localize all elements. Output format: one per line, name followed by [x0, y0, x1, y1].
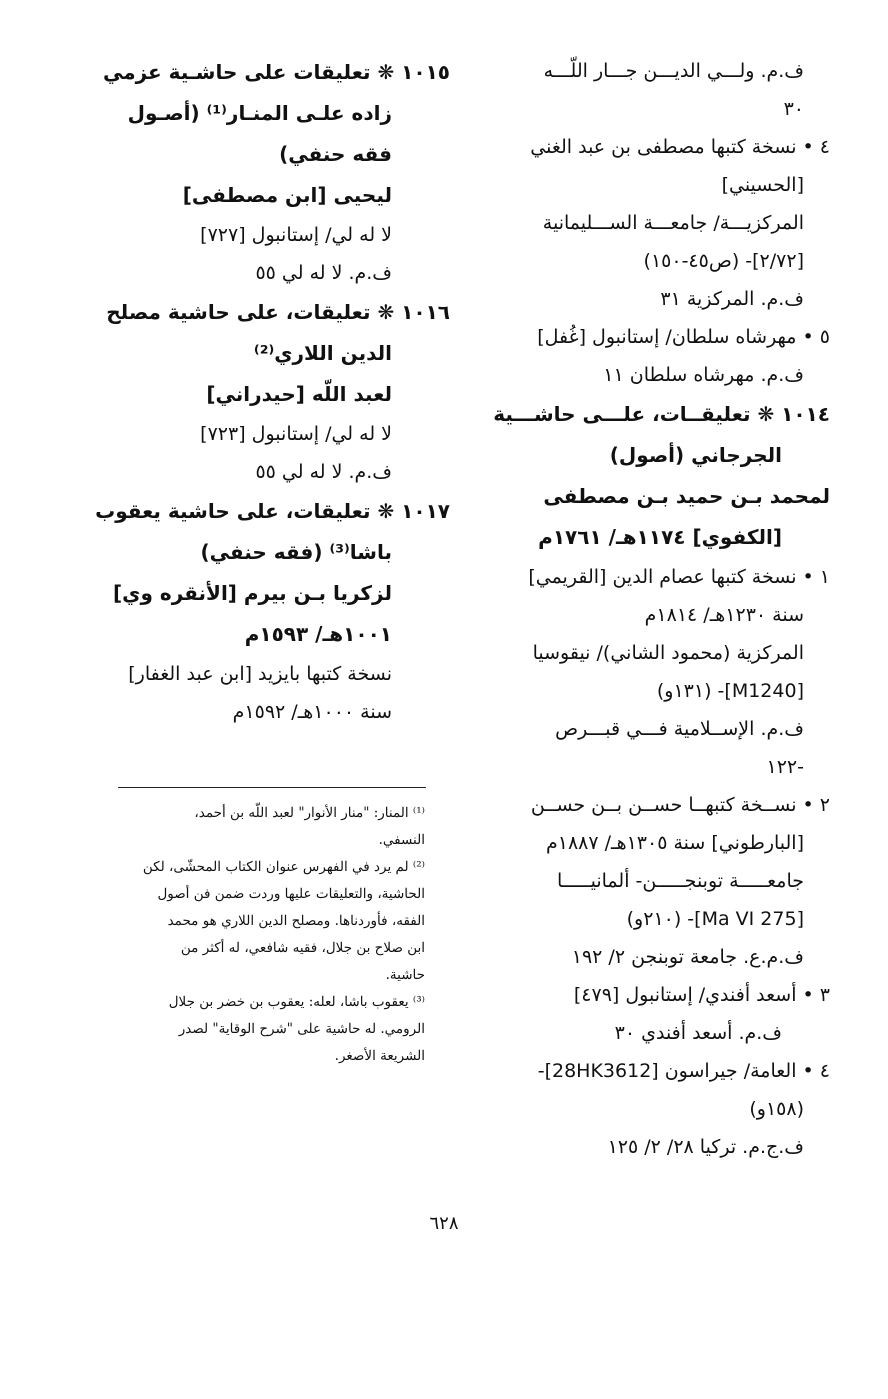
right-column-line: ٢ • نســخة كتبهــا حســن بــن حســن — [530, 794, 830, 816]
right-column-line: ٤ • العامة/ جيراسون [28HK3612]- — [537, 1060, 830, 1082]
left-column-line: لا له لي/ إستانبول [٧٢٣] — [200, 423, 392, 445]
right-column-line: جامعـــــة توبنجـــــن- ألمانيـــــا — [557, 870, 804, 892]
left-column-line: فقه حنفي) — [279, 142, 392, 166]
right-column-line: ف.م. أسعد أفندي ٣٠ — [614, 1022, 782, 1044]
left-column-line: ف.م. لا له لي ٥٥ — [255, 461, 392, 483]
footnote-line: ابن صلاح بن جلال، فقيه شافعي، له أكثر من — [180, 940, 425, 956]
right-column-line: ف.م. مهرشاه سلطان ١١ — [603, 364, 804, 386]
right-column-line: الجرجاني (أصول) — [609, 443, 782, 467]
right-column-line: -١٢٢ — [766, 756, 804, 778]
right-column-line: المركزية (محمود الشاني)/ نيقوسيا — [532, 642, 804, 664]
left-column — [95, 52, 450, 731]
footnote-line: الفقه، فأوردناها. ومصلح الدين اللاري هو محمد — [167, 913, 425, 929]
footnote-line: الحاشية، والتعليقات عليها وردت ضمن فن أصول — [157, 886, 425, 902]
right-column-line: ٤ • نسخة كتبها مصطفى بن عبد الغني — [530, 136, 830, 158]
left-column-line: سنة ١٠٠٠هـ/ ١٥٩٢م — [232, 701, 392, 723]
left-column-line: لعبد اللّه [حيدراني] — [206, 382, 392, 406]
footnotes — [95, 800, 425, 1070]
footnote-line: الرومي. له حاشية على "شرح الوقاية" لصدر — [178, 1021, 425, 1037]
right-column-line: [الحسيني] — [721, 174, 804, 196]
left-column-line: ١٠٠١هـ/ ١٥٩٣م — [244, 622, 392, 646]
left-column-line: ١٠١٥ ❋ تعليقات على حاشـية عزمي — [102, 60, 450, 84]
right-column-line: المركزيـــة/ جامعـــة الســـليمانية — [542, 212, 804, 234]
right-column-line: سنة ١٢٣٠هـ/ ١٨١٤م — [644, 604, 804, 626]
footnote-line: ⁽³⁾ يعقوب باشا، لعله: يعقوب بن خضر بن جلال — [168, 994, 425, 1010]
right-column-line: ف.ج.م. تركيا ٢٨/ ٢/ ١٢٥ — [607, 1136, 804, 1158]
right-column-line: ١٠١٤ ❋ تعليقــات، علـــى حاشـــية — [493, 402, 830, 426]
right-column-line: ١ • نسخة كتبها عصام الدين [القريمي] — [528, 566, 830, 588]
right-column-line: ف.م. المركزية ٣١ — [660, 288, 804, 310]
right-column-line: ف.م. الإســلامية فـــي قبـــرص — [555, 718, 804, 740]
right-column-line: ٣٠ — [783, 98, 804, 120]
footnote-line: ⁽²⁾ لم يرد في الفهرس عنوان الكتاب المحشّى، لكن — [142, 859, 425, 875]
right-column — [470, 52, 830, 1166]
right-column-line: ٣ • أسعد أفندي/ إستانبول [٤٧٩] — [573, 984, 830, 1006]
footnote-line: حاشية. — [385, 967, 425, 983]
left-column-line: ف.م. لا له لي ٥٥ — [255, 262, 392, 284]
left-column-line: باشا⁽³⁾ (فقه حنفي) — [200, 540, 392, 564]
right-column-line: ف.م.ع. جامعة توبنجن ٢/ ١٩٢ — [571, 946, 804, 968]
right-column-line: [M1240]- (١٣١و) — [656, 680, 804, 702]
footnote-line: ⁽¹⁾ المنار: "منار الأنوار" لعبد اللّه بن أحمد، — [194, 805, 425, 821]
page-number: ٦٢٨ — [429, 1213, 459, 1234]
left-column-line: زاده علـى المنـار⁽¹⁾ (أصـول — [127, 101, 392, 125]
right-column-line: [الكفوي] ١١٧٤هـ/ ١٧٦١م — [538, 525, 782, 549]
left-column-line: ليحيى [ابن مصطفى] — [182, 183, 392, 207]
footnote-line: النسفي. — [378, 832, 425, 848]
right-column-line: [البارطوني] سنة ١٣٠٥هـ/ ١٨٨٧م — [545, 832, 804, 854]
left-column-line: ١٠١٧ ❋ تعليقات، على حاشية يعقوب — [95, 499, 450, 523]
right-column-line: [٢/٧٢]- (ص٤٥-١٥٠) — [643, 250, 804, 272]
footnote-divider — [118, 787, 426, 788]
right-column-line: (١٥٨و) — [749, 1098, 804, 1120]
footnote-line: الشريعة الأصغر. — [334, 1048, 425, 1064]
right-column-line: لمحمد بـن حميد بـن مصطفى — [543, 484, 830, 508]
left-column-line: ١٠١٦ ❋ تعليقات، على حاشية مصلح — [106, 300, 450, 324]
right-column-line: [Ma VI 275]- (٢١٠و) — [626, 908, 804, 930]
left-column-line: لا له لي/ إستانبول [٧٢٧] — [200, 224, 392, 246]
left-column-line: لزكريا بـن بيرم [الأنقره وي] — [113, 581, 392, 605]
left-column-line: الدين اللاري⁽²⁾ — [253, 341, 392, 365]
left-column-line: نسخة كتبها بايزيد [ابن عبد الغفار] — [128, 663, 392, 685]
right-column-line: ف.م. ولـــي الديـــن جـــار اللّـــه — [543, 60, 804, 82]
right-column-line: ٥ • مهرشاه سلطان/ إستانبول [غُفل] — [537, 326, 830, 348]
